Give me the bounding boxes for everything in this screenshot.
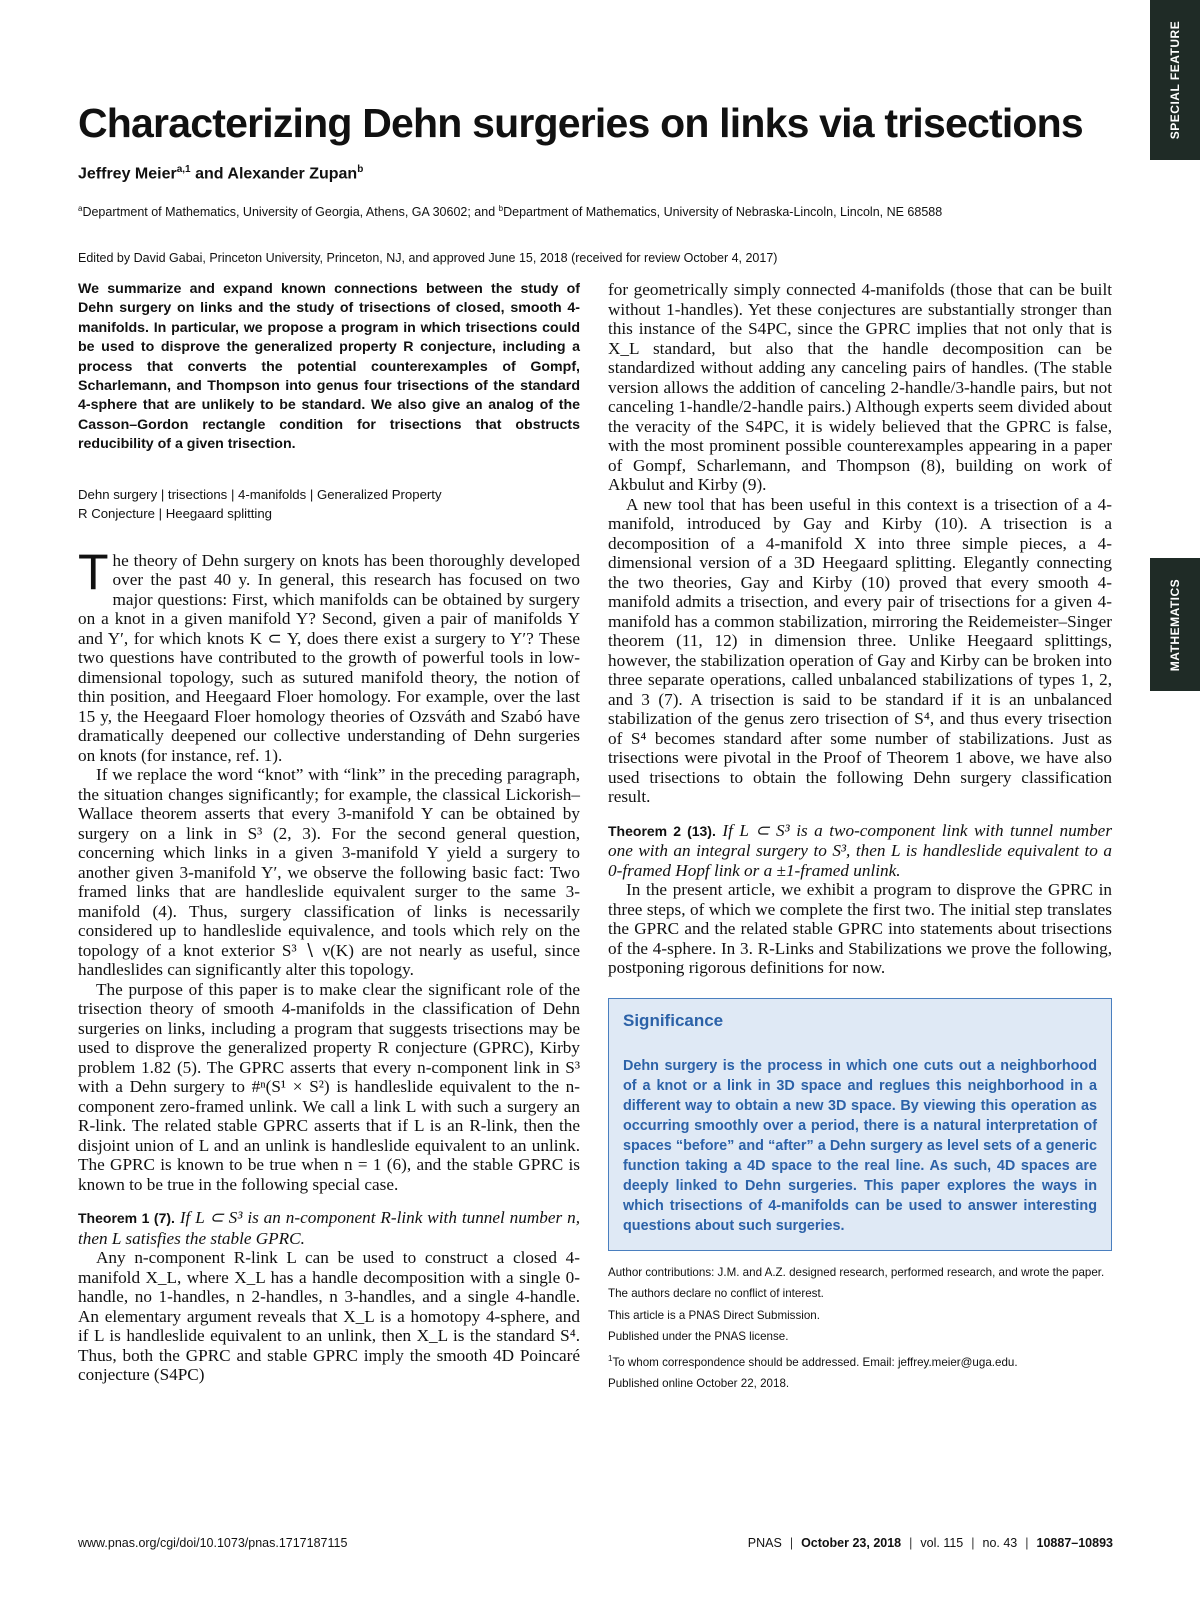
issue-date: October 23, 2018 <box>801 1536 902 1550</box>
keywords-line: Dehn surgery | trisections | 4-manifolds | Generalized Property <box>78 486 442 502</box>
page-range: 10887–10893 <box>1036 1536 1113 1550</box>
volume: vol. 115 <box>920 1536 964 1550</box>
affiliation-marker: a <box>78 204 83 213</box>
body-paragraph: Any n-component R-link L can be used to construct a closed 4-manifold X_L, where X_L has a handle decomposition with a single 0-handle, no 1-handles, n 2-handles, n 3-handles, and a single 4-handle. An elementary argument reveals that X_L is a homotopy 4-sphere, and if L is handleslide equivalent to an unlink, then X_L is the standard S⁴. Thus, both the GPRC and stable GPRC imply the smooth 4D Poincaré conjecture (S4PC) <box>78 1248 580 1385</box>
drop-cap: T <box>78 543 109 600</box>
body-paragraph: In the present article, we exhibit a program to disprove the GPRC in three steps, of which we complete the first two. The initial step translates the GPRC and the related stable GPRC into statements about trisections of the 4-sphere. In 3. R-Links and Stabilizations we prove the following, postponing rigorous definitions for now. <box>608 880 1112 977</box>
citation-info <box>748 1536 1113 1550</box>
paper-title: Characterizing Dehn surgeries on links via trisections <box>78 100 1083 146</box>
edited-by-line: Edited by David Gabai, Princeton University, Princeton, NJ, and approved June 15, 2018 (received for review October 4, 2017) <box>78 251 778 265</box>
body-paragraph: The purpose of this paper is to make clear the significant role of the trisection theory of smooth 4-manifolds in the classification of Dehn surgeries on links, including a program that suggests trisections may be used to disprove the generalized property R conjecture (GPRC), Kirby problem 1.82 (5). The GPRC asserts that every n-component link in S³ with a Dehn surgery to #ⁿ(S¹ × S²) is handleslide equivalent to the n-component zero-framed unlink. We call a link L with such a surgery an R-link. The related stable GPRC asserts that if L is an R-link, then the disjoint union of L and an unlink is handleslide equivalent to an unlink. The GPRC is known to be true when n = 1 (6), and the stable GPRC is known to be true in the following special case. <box>78 979 580 1194</box>
correspondence-text: To whom correspondence should be addressed. Email: jeffrey.meier@uga.edu. <box>612 1355 1018 1369</box>
note-correspondence <box>608 1351 1112 1371</box>
body-paragraph: A new tool that has been useful in this context is a trisection of a 4-manifold, introduced by Gay and Kirby (10). A trisection is a decomposition of a 4-manifold X into three simple pieces, a 4-dimensional version of a 3D Heegaard splitting. Elegantly connecting the two theories, Gay and Kirby (10) proved that every smooth 4-manifold admits a trisection, and every pair of trisections for a given 4-manifold has a common stabilization, mirroring the Reidemeister–Singer theorem (11, 12) in dimension three. Unlike Heegaard splittings, however, the stabilization operation of Gay and Kirby can be broken into three separate operations, called unbalanced stabilizations of types 1, 2, and 3 (7). A trisection is said to be standard if it is an unbalanced stabilization of the genus zero trisection of S⁴, and thus every trisection of S⁴ becomes standard after some number of stabilizations. Just as trisections were pivotal in the Proof of Theorem 1 above, we have also used trisections to obtain the following Dehn surgery classification result. <box>608 494 1112 806</box>
theorem-1 <box>78 1208 580 1248</box>
footer-separator: | <box>1025 1536 1029 1550</box>
author-superscript: a,1 <box>176 164 191 175</box>
footer-separator: | <box>789 1536 794 1550</box>
significance-text: Dehn surgery is the process in which one cuts out a neighborhood of a knot or a link in 3D space and reglues this neighborhood in a different way to obtain a new 3D space. By viewing this operation as occurring smoothly over a period, there is a natural interpretation of spaces “before” and “after” a Dehn surgery as level sets of a generic function taking a 4D space to the real line. As such, 4D spaces are deeply linked to Dehn surgeries. This paper explores the ways in which trisections of 4-manifolds can be used to answer interesting questions about such surgeries. <box>623 1057 1097 1234</box>
journal-name: PNAS <box>747 1536 782 1550</box>
theorem-2 <box>608 821 1112 881</box>
author-name: Jeffrey Meier <box>78 165 177 183</box>
body-paragraph: for geometrically simply connected 4-manifolds (those that can be built without 1-handles). Yet these conjectures are substantially stronger than this instance of the S4PC, since the GPRC implies that not only that is X_L standard, but also that the handle decomposition can be standardized without adding any canceling pairs of handles. (The stable version allows the addition of canceling 2-handle/3-handle pairs, but not canceling 1-handle/2-handle pairs.) Although experts seem divided about the veracity of the S4PC, it is widely believed that the GPRC is false, with the most prominent possible counterexamples appearing in a paper of Gompf, Scharlemann, and Thompson (8), building on work of Akbulut and Kirby (9). <box>608 280 1112 494</box>
footer-separator: | <box>909 1536 913 1550</box>
affiliation-text: Department of Mathematics, University of Georgia, Athens, GA 30602; and <box>82 205 499 220</box>
issue-number: no. 43 <box>982 1536 1018 1550</box>
special-feature-label: SPECIAL FEATURE <box>1168 20 1182 140</box>
special-feature-tab <box>1150 0 1200 160</box>
correspondence-marker: 1 <box>608 1353 613 1363</box>
doi-link[interactable]: www.pnas.org/cgi/doi/10.1073/pnas.1717187115 <box>78 1536 348 1550</box>
author-conjunction: and <box>195 165 224 183</box>
body-paragraph: If we replace the word “knot” with “link” in the preceding paragraph, the situation changes significantly; for example, the classical Lickorish–Wallace theorem asserts that every 3-manifold Y can be obtained by surgery on a link in S³ (2, 3). For the second general question, concerning which links in a given 3-manifold Y yield a surgery to another given 3-manifold Y′, we observe the following basic fact: Two framed links that are handleslide equivalent surger to the same 3-manifold (4). Thus, surgery classification of links is necessarily considered up to handleslide equivalence, and tools which rely on the topology of a knot exterior S³ ∖ ν(K) are not nearly as useful, since handleslides can significantly alter this topology. <box>78 765 580 980</box>
abstract: We summarize and expand known connections between the study of Dehn surgery on links and the study of trisections of closed, smooth 4-manifolds. In particular, we propose a program in which trisections could be used to disprove the generalized property R conjecture, including a process that converts the potential counterexamples of Gompf, Scharlemann, and Thompson into genus four trisections of the standard 4-sphere that are unlikely to be standard. We also give an analog of the Casson–Gordon rectangle condition for trisections that obstructs reducibility of a given trisection. <box>78 281 580 453</box>
affiliation-text: Department of Mathematics, University of Nebraska-Lincoln, Lincoln, NE 68588 <box>503 205 943 220</box>
theorem-statement: If L ⊂ S³ is an n-component R-link with tunnel number n, then L satisfies the stable GPRC. <box>78 1208 580 1248</box>
note-contributions: Author contributions: J.M. and A.Z. designed research, performed research, and wrote the paper. <box>608 1265 1105 1279</box>
note-published: Published online October 22, 2018. <box>608 1376 790 1390</box>
mathematics-tab <box>1150 558 1200 691</box>
significance-box <box>608 998 1112 1251</box>
keywords <box>78 485 580 524</box>
affiliation-marker: b <box>498 204 504 213</box>
author-name: Alexander Zupan <box>227 165 358 183</box>
note-conflict: The authors declare no conflict of interest. <box>608 1287 824 1300</box>
theorem-label: Theorem 1 (7). <box>78 1210 175 1227</box>
affiliations <box>78 201 1063 220</box>
right-column <box>608 280 1112 1397</box>
theorem-label: Theorem 2 (13). <box>608 822 716 839</box>
body-paragraph <box>78 543 580 766</box>
body-text-right <box>608 280 1112 978</box>
note-license: Published under the PNAS license. <box>608 1330 789 1343</box>
body-text-left <box>78 543 580 1385</box>
theorem-statement: If L ⊂ S³ is a two-component link with tunnel number one with an integral surgery to S³, then L is handleslide equivalent to a 0-framed Hopf link or a ±1-framed unlink. <box>608 820 1113 880</box>
author-line <box>78 164 363 183</box>
author-notes <box>608 1265 1112 1392</box>
mathematics-label: MATHEMATICS <box>1168 578 1182 671</box>
significance-title: Significance <box>623 1010 724 1030</box>
author-superscript: b <box>357 164 364 175</box>
footer-separator: | <box>971 1536 975 1550</box>
paragraph-text: he theory of Dehn surgery on knots has been thoroughly developed over the past 40 y. In general, this research has focused on two major questions: First, which manifolds can be obtained by surgery on a knot in a given manifold Y? Second, given a pair of manifolds Y and Y′, for which knots K ⊂ Y, does there exist a surgery to Y′? These two questions have contributed to the growth of powerful tools in low-dimensional topology, such as sutured manifold theory, the notion of thin position, and Heegaard Floer homology. For example, over the last 15 y, the Heegaard Floer homology theories of Ozsváth and Szabó have dramatically deepened our collective understanding of Dehn surgeries on knots (for instance, ref. 1). <box>78 550 580 765</box>
note-submission: This article is a PNAS Direct Submission. <box>608 1308 820 1322</box>
left-column <box>78 280 580 1385</box>
keywords-line: R Conjecture | Heegaard splitting <box>78 506 273 522</box>
